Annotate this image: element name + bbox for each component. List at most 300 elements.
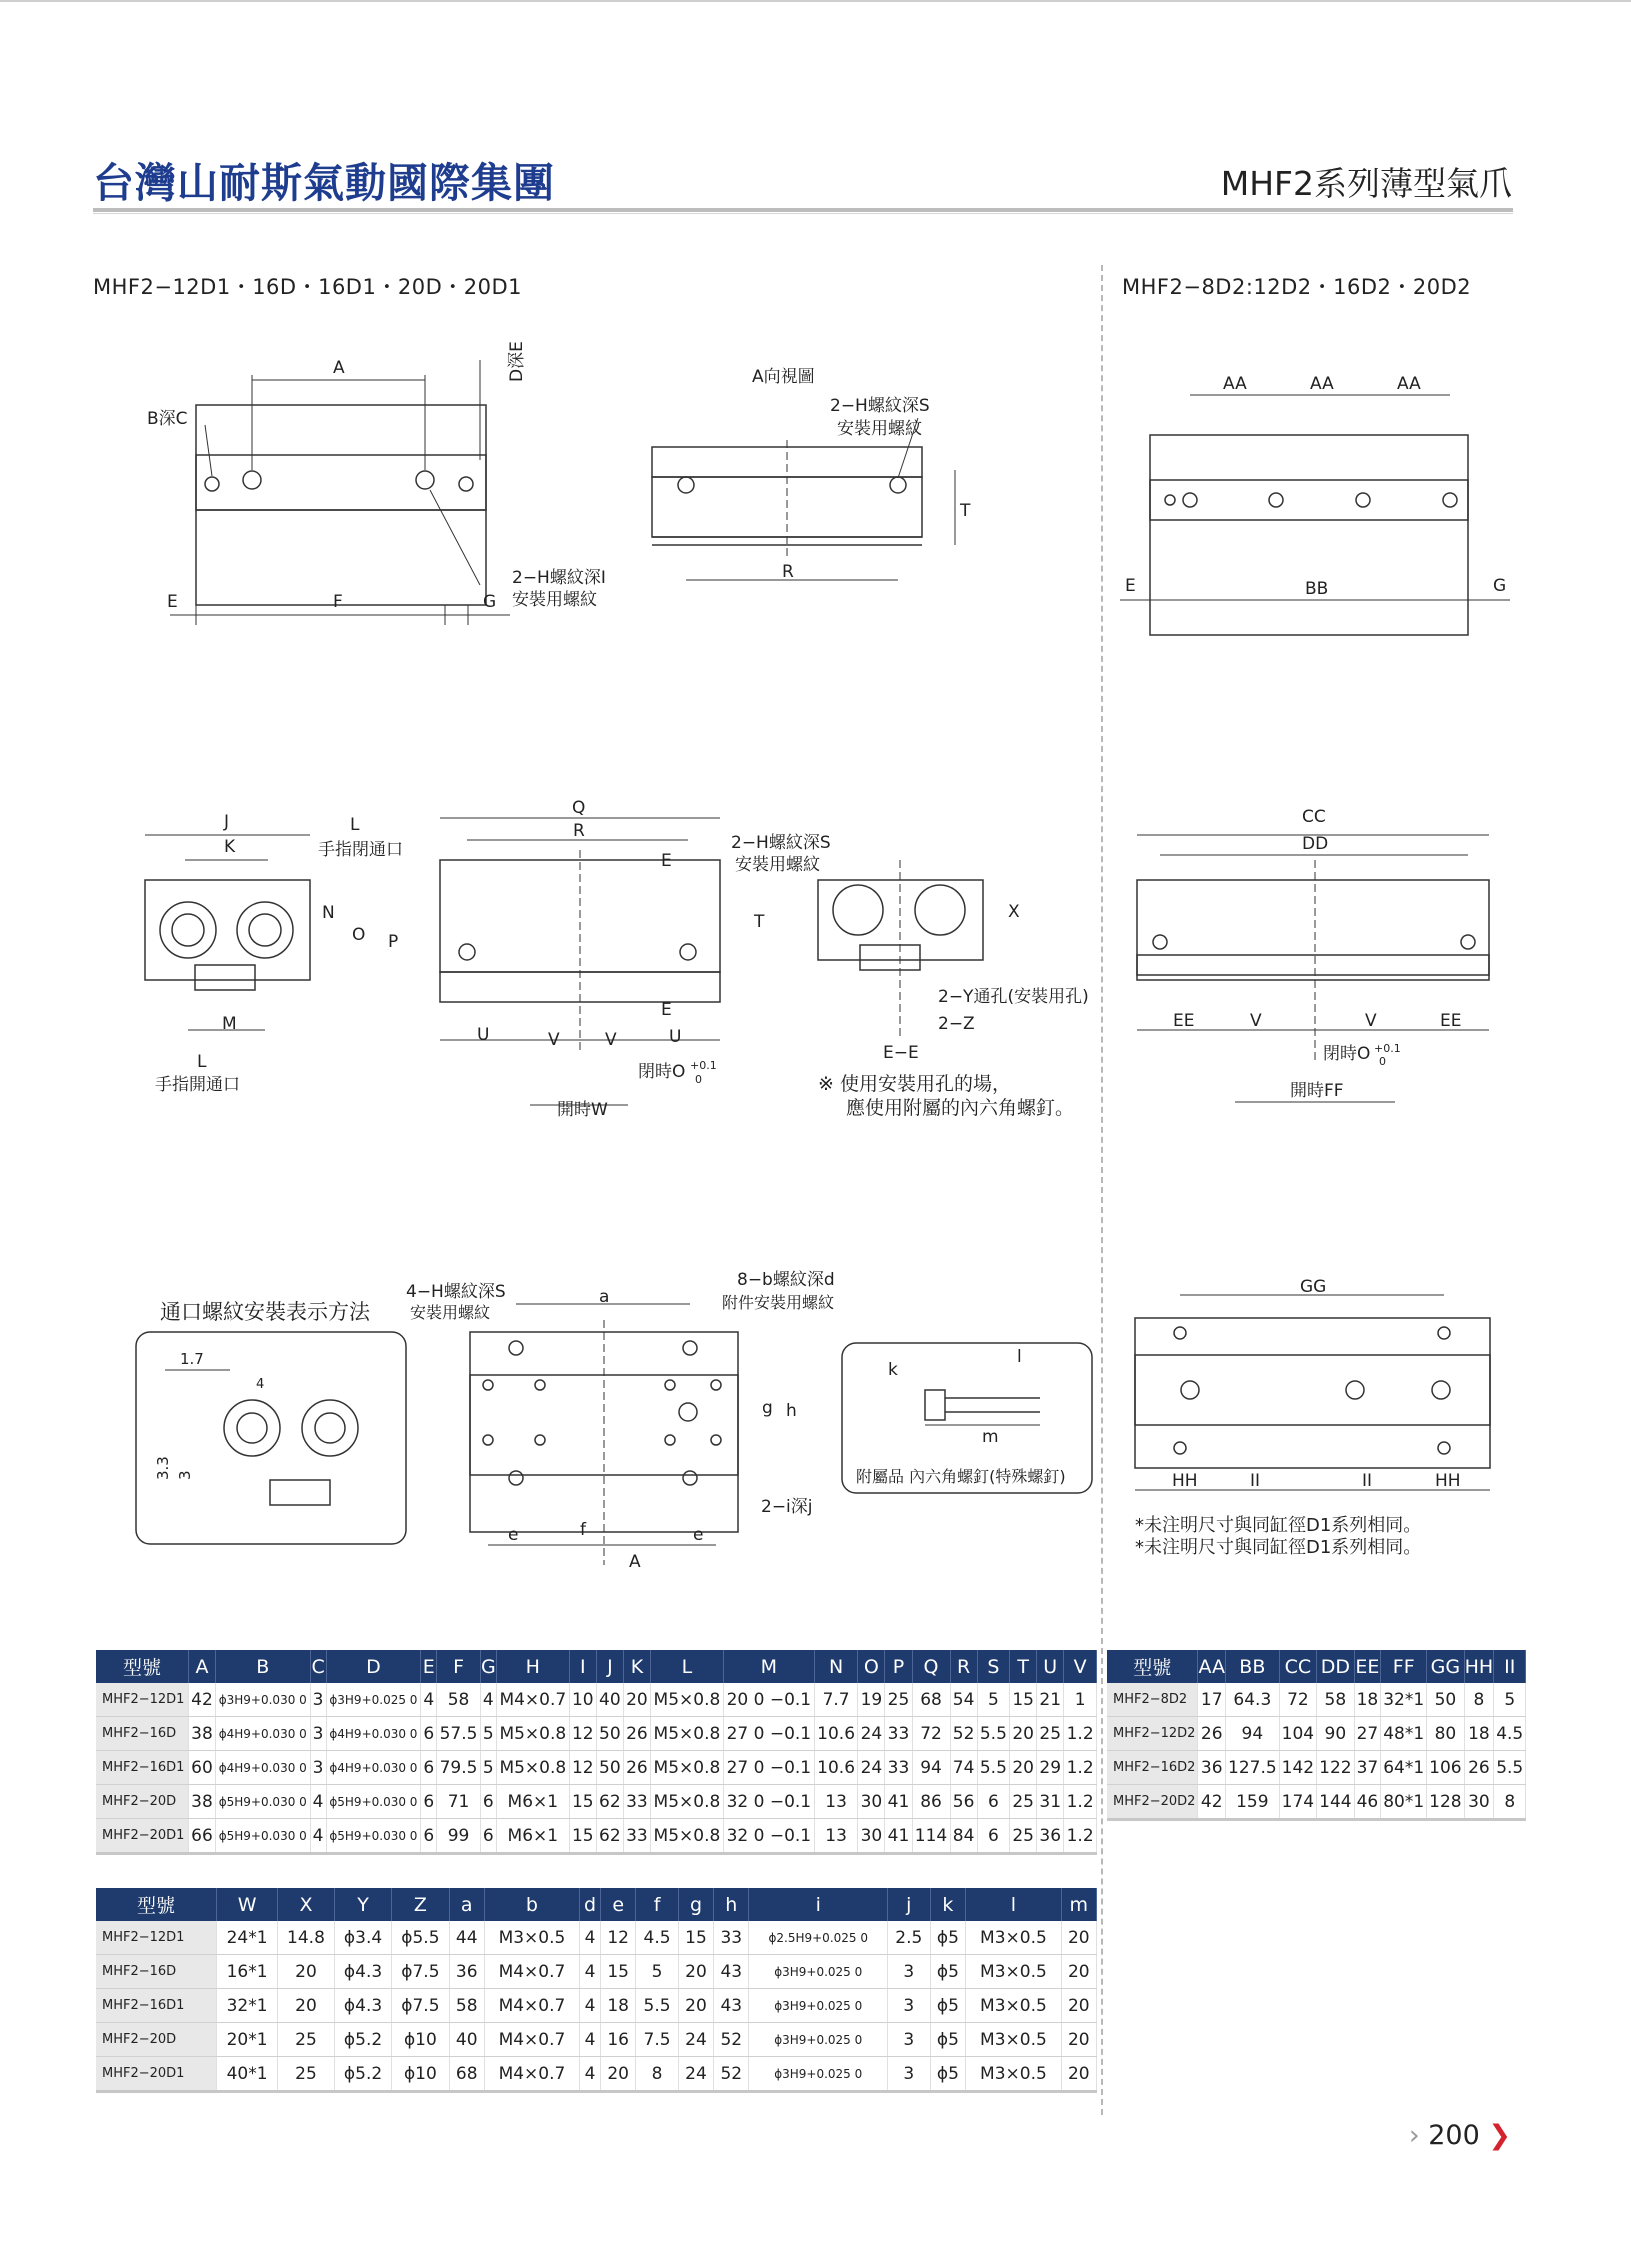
value-cell: 90 xyxy=(1317,1717,1354,1751)
dim-k-small-label: k xyxy=(888,1360,898,1380)
value-cell: 5.5 xyxy=(977,1751,1010,1785)
dim-l-label: L xyxy=(350,815,360,835)
value-cell: ϕ5H9+0.030 0 xyxy=(215,1819,310,1854)
dim-ee-label-2: EE xyxy=(1440,1011,1462,1031)
table-row xyxy=(96,1989,1097,2023)
value-cell: 7.5 xyxy=(636,2023,678,2057)
value-cell: 106 xyxy=(1427,1751,1464,1785)
b8-thread-label: 8−b螺紋深d xyxy=(737,1270,835,1290)
open-ff-label: 開時FF xyxy=(1290,1081,1344,1101)
value-cell: ϕ4H9+0.030 0 xyxy=(215,1751,310,1785)
value-cell: 4 xyxy=(310,1819,326,1854)
value-cell: 4.5 xyxy=(636,1921,678,1955)
table-row xyxy=(96,1683,1097,1717)
value-cell: 1.2 xyxy=(1064,1717,1097,1751)
value-cell: 52 xyxy=(950,1717,977,1751)
column-header: S xyxy=(977,1650,1010,1683)
value-cell: M5×0.8 xyxy=(650,1819,723,1854)
dim-a-small-label: a xyxy=(599,1287,610,1307)
column-header: Z xyxy=(392,1888,449,1921)
value-cell: 5.5 xyxy=(636,1989,678,2023)
drawing-a-view xyxy=(652,418,955,580)
value-cell: 26 xyxy=(623,1751,650,1785)
tol-zero-label-2: 0 xyxy=(1379,1055,1386,1068)
dim-bb-label: BB xyxy=(1305,579,1329,599)
tol-plus-label-2: +0.1 xyxy=(1374,1042,1401,1055)
dim-m-small-label: m xyxy=(982,1427,999,1447)
column-header: HH xyxy=(1464,1650,1494,1683)
dim-g-label: G xyxy=(483,592,497,612)
column-header: l xyxy=(966,1888,1061,1921)
close-o-label-2: 閉時O xyxy=(1323,1044,1371,1064)
value-cell: 20 xyxy=(278,1955,335,1989)
company-title: 台灣山耐斯氣動國際集團 xyxy=(93,159,555,207)
value-cell: 50 xyxy=(596,1751,623,1785)
column-header: 型號 xyxy=(96,1650,188,1683)
value-cell: 20 xyxy=(278,1989,335,2023)
value-cell: 4 xyxy=(580,2057,601,2092)
accessory-mount-label: 附件安裝用螺紋 xyxy=(722,1293,835,1312)
table-row xyxy=(96,2057,1097,2092)
column-header: N xyxy=(814,1650,858,1683)
dim-f-label: F xyxy=(333,592,343,612)
value-cell: 5 xyxy=(636,1955,678,1989)
value-cell: 36 xyxy=(1198,1751,1226,1785)
value-cell: 6 xyxy=(480,1819,496,1854)
dim-aa-label-3: AA xyxy=(1397,374,1421,394)
value-cell: 10 xyxy=(569,1683,596,1717)
value-cell: ϕ5 xyxy=(930,2023,966,2057)
column-header: GG xyxy=(1427,1650,1464,1683)
column-header: G xyxy=(480,1650,496,1683)
dim-n-label: N xyxy=(322,903,335,923)
column-header: AA xyxy=(1198,1650,1226,1683)
dim-q-label: Q xyxy=(572,798,586,818)
value-cell: ϕ5H9+0.030 0 xyxy=(215,1785,310,1819)
dim-j-label: J xyxy=(224,812,230,832)
value-cell: 3 xyxy=(888,2023,930,2057)
column-header: J xyxy=(596,1650,623,1683)
value-cell: 71 xyxy=(437,1785,481,1819)
finger-open-port-label: 手指開通口 xyxy=(155,1075,240,1095)
value-cell: 5.5 xyxy=(1494,1751,1526,1785)
column-header: k xyxy=(930,1888,966,1921)
column-header: b xyxy=(484,1888,579,1921)
dim-x-label: X xyxy=(1008,902,1020,922)
value-cell: 26 xyxy=(1198,1717,1226,1751)
value-cell: 144 xyxy=(1317,1785,1354,1820)
column-header: h xyxy=(714,1888,749,1921)
dim-aa-label-2: AA xyxy=(1310,374,1334,394)
mount-screw-label-4: 安裝用螺紋 xyxy=(410,1303,491,1322)
column-header: P xyxy=(885,1650,912,1683)
value-cell: 74 xyxy=(950,1751,977,1785)
value-cell: 52 xyxy=(714,2057,749,2092)
value-cell: 60 xyxy=(188,1751,215,1785)
model-cell: MHF2−16D2 xyxy=(1107,1751,1198,1785)
value-cell: ϕ5 xyxy=(930,1921,966,1955)
value-cell: 5 xyxy=(1494,1683,1526,1717)
drawing-ee-section xyxy=(818,860,983,1040)
model-cell: MHF2−12D1 xyxy=(96,1921,217,1955)
value-cell: 42 xyxy=(1198,1785,1226,1820)
value-cell: 24 xyxy=(858,1717,885,1751)
column-header: CC xyxy=(1279,1650,1316,1683)
mount-screw-label-2: 安裝用螺紋 xyxy=(837,419,922,439)
value-cell: 12 xyxy=(601,1921,636,1955)
column-header: A xyxy=(188,1650,215,1683)
value-cell: M4×0.7 xyxy=(484,2057,579,2092)
value-cell: 24 xyxy=(858,1751,885,1785)
column-header: I xyxy=(569,1650,596,1683)
column-header: C xyxy=(310,1650,326,1683)
column-header: X xyxy=(278,1888,335,1921)
dim-e-small-label-2: e xyxy=(693,1525,704,1545)
value-cell: 24*1 xyxy=(217,1921,278,1955)
value-cell: 29 xyxy=(1037,1751,1064,1785)
value-cell: 6 xyxy=(421,1785,437,1819)
h-thread-s-label-2: 2−H螺紋深S xyxy=(731,833,831,853)
dim-3-label: 3 xyxy=(176,1470,194,1480)
table-row xyxy=(96,2023,1097,2057)
dim-aa-label-1: AA xyxy=(1223,374,1247,394)
note-line-2: 應使用附屬的內六角螺釘。 xyxy=(846,1097,1075,1119)
dim-u-label-1: U xyxy=(477,1025,490,1045)
table-row xyxy=(1107,1717,1526,1751)
value-cell: ϕ5 xyxy=(930,1989,966,2023)
model-cell: MHF2−16D xyxy=(96,1955,217,1989)
column-header: e xyxy=(601,1888,636,1921)
dim-v-label-1: V xyxy=(548,1030,560,1050)
value-cell: 6 xyxy=(480,1785,496,1819)
value-cell: 99 xyxy=(437,1819,481,1854)
column-header: E xyxy=(421,1650,437,1683)
value-cell: 33 xyxy=(623,1819,650,1854)
table-row xyxy=(96,1717,1097,1751)
value-cell: 56 xyxy=(950,1785,977,1819)
value-cell: 84 xyxy=(950,1819,977,1854)
dim-o-label: O xyxy=(352,925,366,945)
value-cell: ϕ3H9+0.030 0 xyxy=(215,1683,310,1717)
value-cell: 40 xyxy=(449,2023,484,2057)
value-cell: 1 xyxy=(1064,1683,1097,1717)
drawing-top-view-left xyxy=(170,360,510,625)
value-cell: 42 xyxy=(188,1683,215,1717)
value-cell: 94 xyxy=(912,1751,950,1785)
value-cell: M3×0.5 xyxy=(484,1921,579,1955)
dim-17-label: 1.7 xyxy=(180,1350,204,1368)
value-cell: 25 xyxy=(278,2023,335,2057)
value-cell: 20 0 −0.1 xyxy=(723,1683,814,1717)
value-cell: 32*1 xyxy=(217,1989,278,2023)
value-cell: M3×0.5 xyxy=(966,1989,1061,2023)
value-cell: M4×0.7 xyxy=(484,1989,579,2023)
accessory-label: 附屬品 內六角螺釘(特殊螺釘) xyxy=(856,1467,1066,1486)
dim-h-small-label: h xyxy=(786,1401,797,1421)
value-cell: 50 xyxy=(1427,1683,1464,1717)
value-cell: 58 xyxy=(449,1989,484,2023)
value-cell: 6 xyxy=(977,1785,1010,1819)
value-cell: 20 xyxy=(623,1683,650,1717)
model-cell: MHF2−12D2 xyxy=(1107,1717,1198,1751)
dim-e-label-right: E xyxy=(1125,576,1136,596)
value-cell: 1.2 xyxy=(1064,1819,1097,1854)
value-cell: ϕ4.3 xyxy=(334,1989,391,2023)
column-header: DD xyxy=(1317,1650,1354,1683)
value-cell: 20 xyxy=(1010,1751,1037,1785)
value-cell: 68 xyxy=(449,2057,484,2092)
dim-g-label-right: G xyxy=(1493,576,1507,596)
value-cell: 86 xyxy=(912,1785,950,1819)
dim-e-label-2: E xyxy=(661,851,672,871)
a-view-label: A向視圖 xyxy=(752,367,815,387)
value-cell: 122 xyxy=(1317,1751,1354,1785)
value-cell: 4 xyxy=(310,1785,326,1819)
column-header: g xyxy=(678,1888,713,1921)
value-cell: ϕ3H9+0.025 0 xyxy=(749,2023,888,2057)
value-cell: M4×0.7 xyxy=(496,1683,569,1717)
value-cell: 10.6 xyxy=(814,1751,858,1785)
value-cell: 13 xyxy=(814,1819,858,1854)
value-cell: 2.5 xyxy=(888,1921,930,1955)
dim-e-label-3: E xyxy=(661,1000,672,1020)
value-cell: 46 xyxy=(1354,1785,1381,1820)
dim-v-label-3: V xyxy=(1250,1011,1262,1031)
value-cell: ϕ3.4 xyxy=(334,1921,391,1955)
dim-m-label: M xyxy=(222,1014,237,1034)
value-cell: 114 xyxy=(912,1819,950,1854)
value-cell: 7.7 xyxy=(814,1683,858,1717)
mount-screw-label-3: 安裝用螺紋 xyxy=(735,855,820,875)
value-cell: 41 xyxy=(885,1785,912,1819)
value-cell: ϕ4H9+0.030 0 xyxy=(326,1717,421,1751)
value-cell: 4 xyxy=(580,1921,601,1955)
value-cell: ϕ5H9+0.030 0 xyxy=(326,1819,421,1854)
value-cell: 3 xyxy=(888,2057,930,2092)
value-cell: 20 xyxy=(1061,1921,1096,1955)
column-header: H xyxy=(496,1650,569,1683)
value-cell: ϕ3H9+0.025 0 xyxy=(749,2057,888,2092)
value-cell: 27 0 −0.1 xyxy=(723,1751,814,1785)
h4-thread-label: 4−H螺紋深S xyxy=(406,1282,506,1302)
value-cell: 5 xyxy=(480,1751,496,1785)
arrow-right-icon: ❯ xyxy=(1488,2120,1511,2151)
dim-r-label-2: R xyxy=(573,821,585,841)
value-cell: 1.2 xyxy=(1064,1785,1097,1819)
value-cell: 14.8 xyxy=(278,1921,335,1955)
value-cell: 20 xyxy=(1010,1717,1037,1751)
value-cell: 50 xyxy=(596,1717,623,1751)
value-cell: 5.5 xyxy=(977,1717,1010,1751)
table-row xyxy=(96,1785,1097,1819)
value-cell: 33 xyxy=(714,1921,749,1955)
value-cell: 72 xyxy=(912,1717,950,1751)
value-cell: 30 xyxy=(858,1819,885,1854)
value-cell: ϕ5.5 xyxy=(392,1921,449,1955)
dim-v-label-4: V xyxy=(1365,1011,1377,1031)
mount-screw-label: 安裝用螺紋 xyxy=(512,590,597,610)
dim-33-label: 3.3 xyxy=(154,1456,172,1480)
value-cell: 43 xyxy=(714,1989,749,2023)
a-arrow-label: A xyxy=(629,1552,641,1572)
column-header: W xyxy=(217,1888,278,1921)
column-header: a xyxy=(449,1888,484,1921)
dim-ii-label-1: II xyxy=(1250,1471,1261,1491)
right-section-title: MHF2−8D2:12D2・16D2・20D2 xyxy=(1122,275,1472,299)
value-cell: M5×0.8 xyxy=(650,1751,723,1785)
table-row xyxy=(1107,1751,1526,1785)
spec-table-1 xyxy=(96,1650,1097,1855)
column-header: 型號 xyxy=(1107,1650,1198,1683)
value-cell: 16*1 xyxy=(217,1955,278,1989)
value-cell: ϕ7.5 xyxy=(392,1955,449,1989)
value-cell: 72 xyxy=(1279,1683,1316,1717)
dim-f-small-label: f xyxy=(580,1520,586,1540)
value-cell: 6 xyxy=(421,1717,437,1751)
value-cell: ϕ4H9+0.030 0 xyxy=(215,1717,310,1751)
drawing-side-view xyxy=(145,835,310,1030)
value-cell: 20*1 xyxy=(217,2023,278,2057)
value-cell: M6×1 xyxy=(496,1819,569,1854)
value-cell: 57.5 xyxy=(437,1717,481,1751)
value-cell: 142 xyxy=(1279,1751,1316,1785)
value-cell: 32*1 xyxy=(1381,1683,1427,1717)
dim-p-label: P xyxy=(388,932,399,952)
column-header: O xyxy=(858,1650,885,1683)
column-header: II xyxy=(1494,1650,1526,1683)
h-thread-i-label: 2−H螺紋深I xyxy=(512,568,606,588)
table-header-row xyxy=(96,1650,1097,1683)
value-cell: 33 xyxy=(623,1785,650,1819)
value-cell: 43 xyxy=(714,1955,749,1989)
value-cell: 40*1 xyxy=(217,2057,278,2092)
value-cell: 25 xyxy=(1037,1717,1064,1751)
column-header: FF xyxy=(1381,1650,1427,1683)
value-cell: 4 xyxy=(480,1683,496,1717)
model-cell: MHF2−20D1 xyxy=(96,2057,217,2092)
value-cell: 15 xyxy=(601,1955,636,1989)
value-cell: ϕ4H9+0.030 0 xyxy=(326,1751,421,1785)
value-cell: 25 xyxy=(885,1683,912,1717)
column-header: T xyxy=(1010,1650,1037,1683)
value-cell: ϕ7.5 xyxy=(392,1989,449,2023)
close-o-label: 閉時O xyxy=(638,1062,686,1082)
column-header: Q xyxy=(912,1650,950,1683)
tol-zero-label: 0 xyxy=(695,1073,702,1086)
table-row xyxy=(96,1921,1097,1955)
i-depth-label: 2−i深j xyxy=(761,1497,813,1517)
drawing-top-view-right xyxy=(1120,395,1510,635)
value-cell: 24 xyxy=(678,2057,713,2092)
value-cell: 24 xyxy=(678,2023,713,2057)
left-section-title: MHF2−12D1・16D・16D1・20D・20D1 xyxy=(93,275,522,299)
value-cell: 8 xyxy=(636,2057,678,2092)
value-cell: 64.3 xyxy=(1226,1683,1280,1717)
table-row xyxy=(1107,1785,1526,1820)
value-cell: 3 xyxy=(888,1955,930,1989)
value-cell: 68 xyxy=(912,1683,950,1717)
series-title: MHF2系列薄型氣爪 xyxy=(1220,164,1512,203)
value-cell: 33 xyxy=(885,1717,912,1751)
value-cell: 3 xyxy=(310,1683,326,1717)
column-header: V xyxy=(1064,1650,1097,1683)
value-cell: 79.5 xyxy=(437,1751,481,1785)
column-header: BB xyxy=(1226,1650,1280,1683)
value-cell: ϕ3H9+0.025 0 xyxy=(749,1955,888,1989)
model-cell: MHF2−20D xyxy=(96,1785,188,1819)
dim-t-label-2: T xyxy=(754,912,765,932)
value-cell: 19 xyxy=(858,1683,885,1717)
dim-ii-label-2: II xyxy=(1362,1471,1373,1491)
column-header: K xyxy=(623,1650,650,1683)
value-cell: 31 xyxy=(1037,1785,1064,1819)
value-cell: 3 xyxy=(310,1717,326,1751)
value-cell: 6 xyxy=(977,1819,1010,1854)
dim-r-label: R xyxy=(782,562,794,582)
value-cell: M5×0.8 xyxy=(496,1717,569,1751)
dim-t-label: T xyxy=(960,501,971,521)
column-header: j xyxy=(888,1888,930,1921)
value-cell: 94 xyxy=(1226,1717,1280,1751)
page-number-value: 200 xyxy=(1428,2120,1480,2151)
value-cell: ϕ2.5H9+0.025 0 xyxy=(749,1921,888,1955)
value-cell: 66 xyxy=(188,1819,215,1854)
value-cell: 5 xyxy=(977,1683,1010,1717)
dim-e-small-label-1: e xyxy=(508,1525,519,1545)
dim-v-label-2: V xyxy=(605,1030,617,1050)
value-cell: 12 xyxy=(569,1717,596,1751)
value-cell: 20 xyxy=(678,1955,713,1989)
value-cell: 52 xyxy=(714,2023,749,2057)
value-cell: 4 xyxy=(580,1955,601,1989)
value-cell: ϕ5H9+0.030 0 xyxy=(326,1785,421,1819)
two-z-label: 2−Z xyxy=(938,1014,975,1034)
value-cell: ϕ4.3 xyxy=(334,1955,391,1989)
value-cell: M5×0.8 xyxy=(496,1751,569,1785)
value-cell: 30 xyxy=(1464,1785,1494,1820)
value-cell: 26 xyxy=(623,1717,650,1751)
value-cell: ϕ3H9+0.025 0 xyxy=(749,1989,888,2023)
dim-g-small-label: g xyxy=(762,1398,773,1418)
value-cell: 8 xyxy=(1494,1785,1526,1820)
value-cell: 62 xyxy=(596,1785,623,1819)
value-cell: 25 xyxy=(1010,1785,1037,1819)
column-header: d xyxy=(580,1888,601,1921)
value-cell: 32 0 −0.1 xyxy=(723,1785,814,1819)
dim-ee-label-1: EE xyxy=(1173,1011,1195,1031)
value-cell: 27 xyxy=(1354,1717,1381,1751)
footnote-2: *未注明尺寸與同缸徑D1系列相同。 xyxy=(1135,1537,1422,1558)
column-header: D xyxy=(326,1650,421,1683)
model-cell: MHF2−12D1 xyxy=(96,1683,188,1717)
value-cell: 25 xyxy=(278,2057,335,2092)
value-cell: 48*1 xyxy=(1381,1717,1427,1751)
drawing-bottom-view-right xyxy=(1135,1295,1490,1490)
value-cell: ϕ5 xyxy=(930,2057,966,2092)
dim-u-label-2: U xyxy=(669,1027,682,1047)
dim-hh-label-1: HH xyxy=(1172,1471,1198,1491)
column-header: i xyxy=(749,1888,888,1921)
footnote-1: *未注明尺寸與同缸徑D1系列相同。 xyxy=(1135,1515,1422,1536)
value-cell: 37 xyxy=(1354,1751,1381,1785)
value-cell: 127.5 xyxy=(1226,1751,1280,1785)
finger-port-label: 手指閉通口 xyxy=(318,840,403,860)
value-cell: 12 xyxy=(569,1751,596,1785)
column-header: B xyxy=(215,1650,310,1683)
note-line-1: ※ 使用安裝用孔的場， xyxy=(818,1073,1011,1095)
value-cell: 20 xyxy=(1061,2057,1096,2092)
d-depth-label: D深E xyxy=(507,341,527,382)
